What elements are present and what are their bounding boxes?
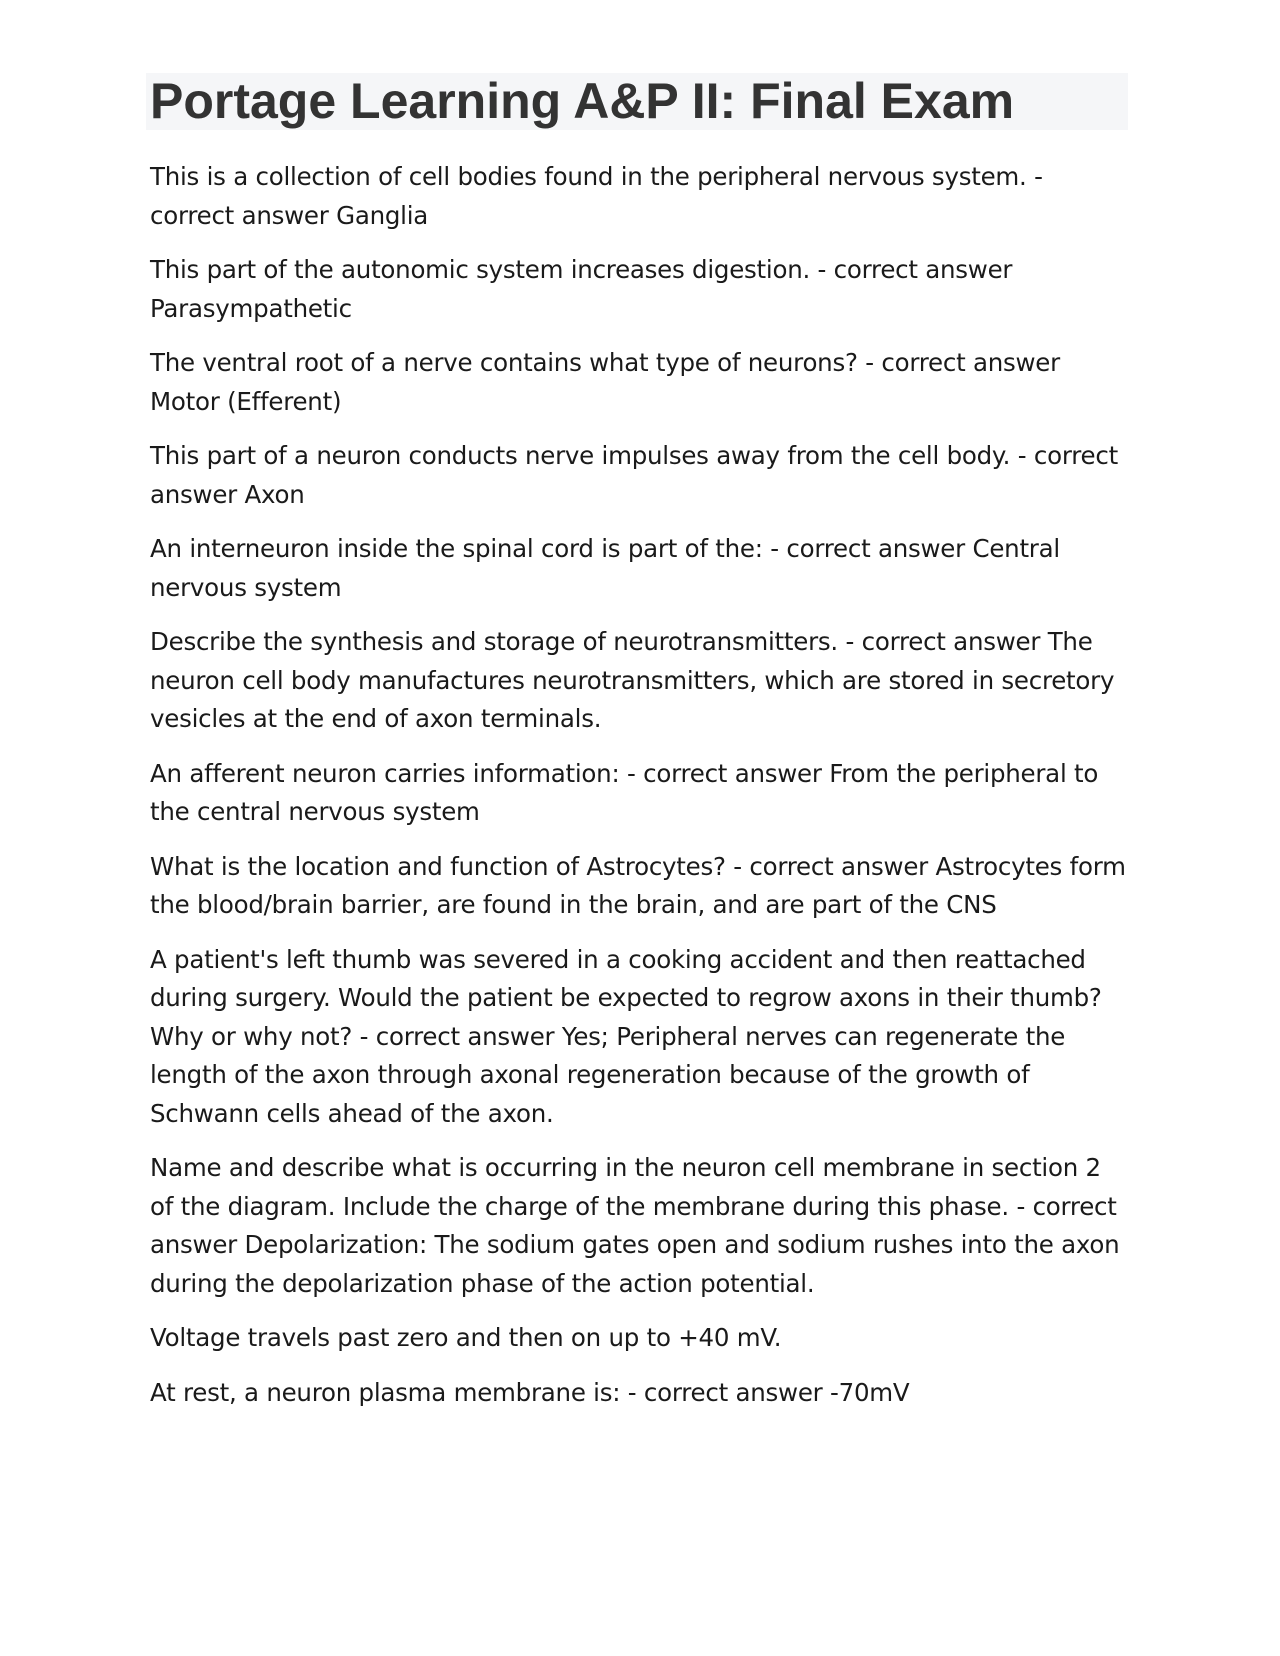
qa-list — [150, 158, 1130, 1428]
qa-entry: The ventral root of a nerve contains what type of neurons? - correct answer Motor (Efferent) — [150, 348, 1060, 416]
qa-entry: What is the location and function of Astrocytes? - correct answer Astrocytes form the blood/brain barrier, are found in the brain, and are part of the CNS — [150, 851, 1126, 919]
qa-entry: An afferent neuron carries information: - correct answer From the peripheral to the central nervous system — [150, 758, 1099, 826]
qa-entry: Describe the synthesis and storage of neurotransmitters. - correct answer The neuron cell body manufactures neurotransmitters, which are stored in secretory vesicles at the end of axon terminals. — [150, 627, 1115, 733]
qa-entry: A patient's left thumb was severed in a cooking accident and then reattached during surgery. Would the patient be expected to regrow axons in their thumb? Why or why not? - correct answer Yes; Peripheral nerves can regenerate the length of the axon through axonal regeneration because of the growth of Schwann cells ahead of the axon. — [150, 944, 1102, 1128]
qa-entry: Voltage travels past zero and then on up to +40 mV. — [150, 1323, 782, 1352]
qa-entry: This is a collection of cell bodies found in the peripheral nervous system. - correct answer Ganglia — [150, 162, 1043, 230]
qa-entry: An interneuron inside the spinal cord is part of the: - correct answer Central nervous system — [150, 534, 1060, 602]
qa-entry: This part of the autonomic system increases digestion. - correct answer Parasympathetic — [150, 255, 1013, 323]
qa-entry: At rest, a neuron plasma membrane is: - correct answer -70mV — [150, 1377, 910, 1407]
page-title: Portage Learning A&P II: Final Exam — [150, 73, 1015, 129]
qa-entry: This part of a neuron conducts nerve impulses away from the cell body. - correct answer Axon — [150, 441, 1118, 509]
qa-entry: Name and describe what is occurring in the neuron cell membrane in section 2 of the diagram. Include the charge of the membrane during this phase. - correct answer Depolarization: The sodium gates open and sodium rushes into the axon during the depolarization phase of the action potential. — [150, 1153, 1120, 1298]
